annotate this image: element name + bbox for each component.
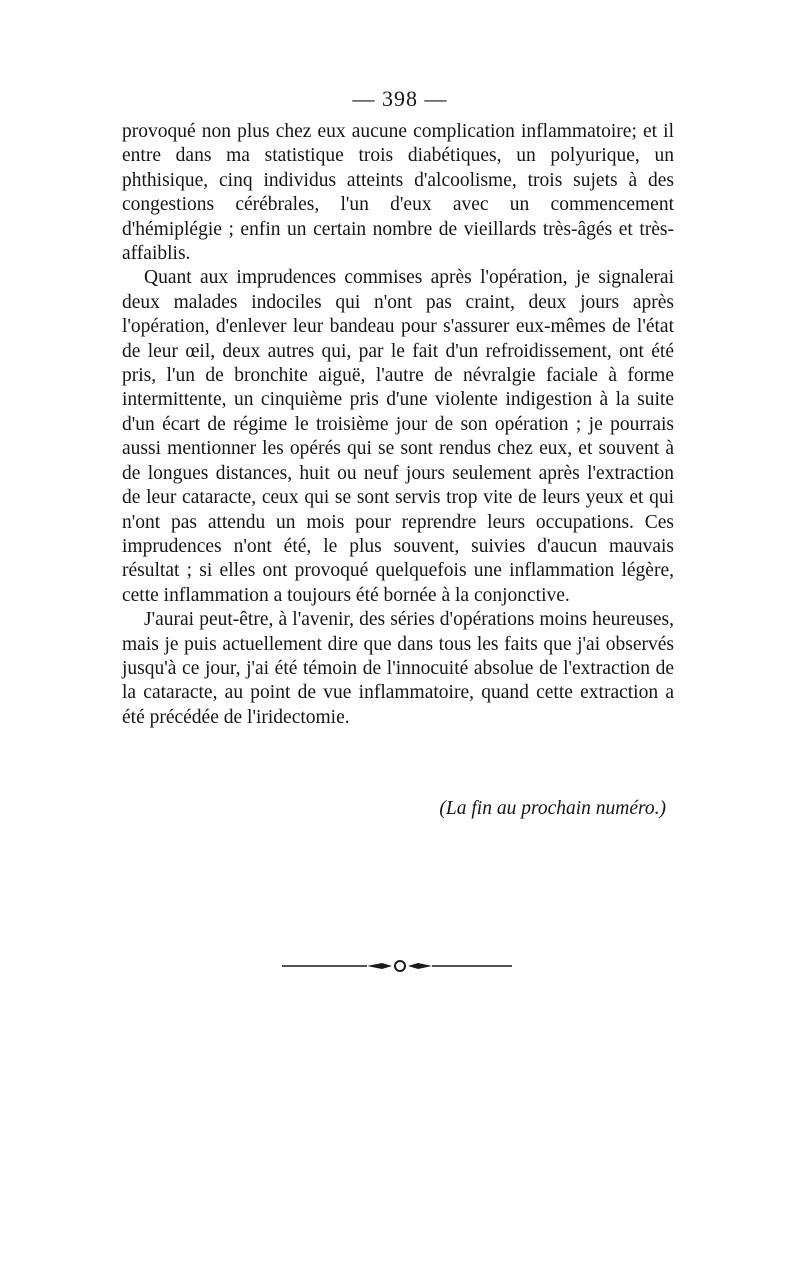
continuation-note: (La fin au prochain numéro.) (439, 798, 666, 819)
paragraph-3: J'aurai peut-être, à l'avenir, des séries d'opérations moins heureuses, mais je puis actuellement dire que dans tous les faits que j'ai observés jusqu'à ce jour, j'ai été témoin de l'innocuité absolue de l'extraction de la cataracte, au point de vue inflammatoire, quand cette extraction a été précédée de l'iridectomie. (122, 609, 674, 728)
paragraph-1: provoqué non plus chez eux aucune complication inflammatoire; et il entre dans ma statistique trois diabétiques, un polyurique, un phthisique, cinq individus atteints d'alcoolisme, trois sujets à des congestions cérébrales, l'un d'eux avec un commencement d'hémiplégie ; enfin un certain nombre de vieillards très-âgés et très-affaiblis. (122, 121, 674, 265)
paragraph-2: Quant aux imprudences commises après l'opération, je signalerai deux malades indociles qui n'ont pas craint, deux jours après l'opération, d'enlever leur bandeau pour s'assurer eux-mêmes de l'état de leur œil, deux autres qui, par le fait d'un refroidissement, ont été pris, l'un de bronchite aiguë, l'autre de névralgie faciale à forme intermittente, un cinquième pris d'une violente indigestion à la suite d'un écart de régime le troisième jour de son opération ; je pourrais aussi mentionner les opérés qui se sont rendus chez eux, et souvent à de longues distances, huit ou neuf jours seulement après l'extraction de leur cataracte, ceux qui se sont servis trop vite de leurs yeux et qui n'ont pas attendu un mois pour reprendre leurs occupations. Ces imprudences n'ont été, le plus souvent, suivies d'aucun mauvais résultat ; si elles ont provoqué quelquefois une inflammation légère, cette inflammation a toujours été bornée à la conjonctive. (122, 267, 674, 606)
end-ornament-divider (282, 956, 512, 976)
body-text (122, 120, 674, 730)
page-number: — 398 — (352, 86, 448, 111)
